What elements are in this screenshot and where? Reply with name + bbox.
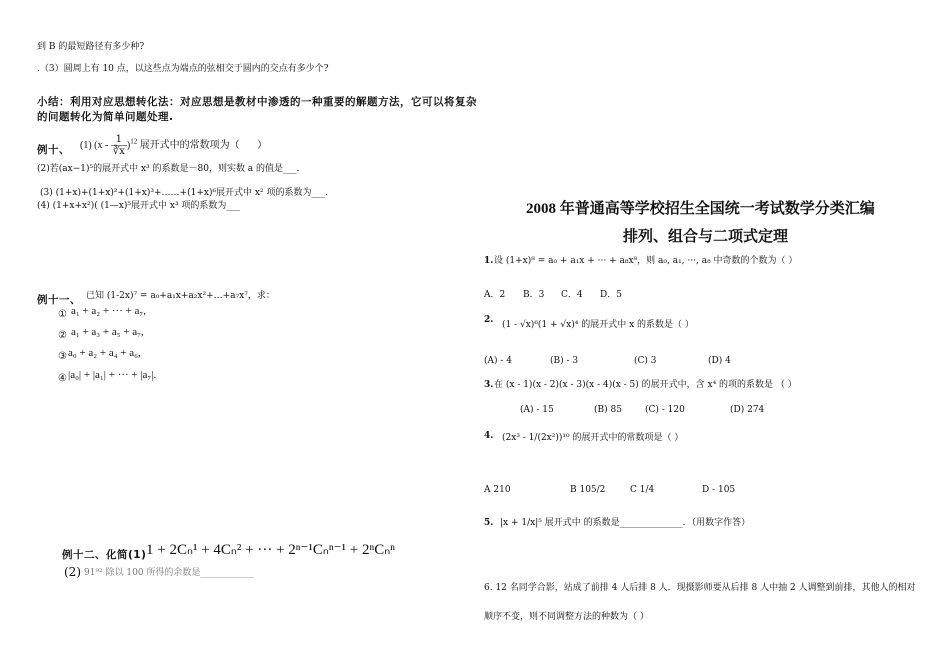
question-1-option-b: B．3 [523, 290, 545, 300]
example-11-item-2: a₁ + a₃ + a₅ + a₇, [71, 326, 144, 338]
example-11-mark-3: ③ [58, 351, 67, 362]
fraction: $\frac{1}{∛x}$ [112, 134, 125, 157]
question-4-option-c: C 1/4 [630, 485, 655, 495]
question-3-option-a: (A) - 15 [520, 405, 554, 415]
q1-tail-text: 到 B 的最短路径有多少种? [37, 42, 145, 52]
example-11-item-3: a₀ + a₂ + a₄ + a₆, [68, 347, 141, 359]
example-12-expression: 1 + 2Cₙ¹ + 4Cₙ² + ··· + 2ⁿ⁻¹Cₙⁿ⁻¹ + 2ⁿCₙⁿ [146, 542, 395, 558]
question-1-number: 1. [484, 256, 494, 266]
example-10-part-2: (2)若(ax−1)⁵的展开式中 x³ 的系数是－80，则实数 a 的值是___. [37, 164, 300, 174]
question-5-text: |x + 1/x|⁵ 展开式中 的系数是______________．（用数字作答） [500, 518, 751, 528]
question-4-option-b: B 105/2 [570, 485, 606, 495]
example-10-part-1: (1) (x - $\frac{1}{∛x}$ )$^{12}$ 展开式中的常数项为（ ） [80, 134, 268, 157]
example-12-label: 例十二、化简(1) [62, 549, 147, 561]
example-11-mark-1: ① [58, 309, 67, 320]
question-6-text-2: 顺序不变，则不同调整方法的种数为（ ） [484, 612, 649, 622]
example-12-part-2-label: (2) [64, 565, 81, 579]
question-4-number: 4. [484, 431, 494, 441]
example-12-part-2-text: 91⁹² 除以 100 所得的余数是____________ [84, 568, 255, 578]
question-4-option-a: A 210 [484, 485, 511, 495]
question-2-option-b: (B) - 3 [550, 356, 579, 366]
question-2-option-c: (C) 3 [634, 356, 657, 366]
question-3-option-b: (B) 85 [594, 405, 622, 415]
example-11-mark-4: ④ [58, 373, 67, 384]
question-4-option-d: D - 105 [702, 485, 736, 495]
question-2-text: (1 - √x)⁶(1 + √x)⁴ 的展开式中 x 的系数是（ ） [502, 320, 694, 330]
question-5-number: 5. [484, 518, 494, 528]
q3-text: .（3）圆周上有 10 点，以这些点为端点的弦相交于圆内的交点有多少个? [37, 64, 329, 74]
question-3-number: 3. [484, 380, 494, 390]
question-2-option-a: (A) - 4 [484, 356, 513, 366]
example-10 [37, 138, 70, 157]
question-3-option-d: (D) 274 [730, 405, 765, 415]
summary-line-1: 小结：利用对应思想转化法：对应思想是教材中渗透的一种重要的解题方法，它可以将复杂 [37, 96, 477, 108]
question-4-text: (2x³ - 1/(2x²))¹⁰ 的展开式中的常数项是（ ） [502, 433, 684, 443]
question-2-option-d: (D) 4 [708, 356, 731, 366]
question-6-text: 6. 12 名同学合影，站成了前排 4 人后排 8 人．现摄影师要从后排 8 人中抽 2 人调整到前排，其他人的相对 [484, 583, 916, 593]
example-11-mark-2: ② [58, 330, 67, 341]
example-10-part-4: (4) (1+x+x²)( (1—x)⁵展开式中 x³ 项的系数为___ [37, 201, 240, 211]
summary-line-2: 的问题转化为简单问题处理. [37, 111, 174, 123]
example-11-stem: 已知 (1-2x)⁷ = a₀+a₁x+a₂x²+…+a₇x⁷，求： [86, 291, 275, 301]
example-11-item-1: a₁ + a₂ + ··· + a₇, [71, 305, 147, 317]
question-1-text: 设 (1+x)⁸ = a₀ + a₁x + ··· + a₈x⁸，则 a₀, a₁, ···, a₈ 中奇数的个数为（ ） [494, 256, 798, 266]
question-2-number: 2. [484, 315, 494, 325]
example-11-item-4: |a₀| + |a₁| + ··· + |a₇|. [68, 369, 157, 381]
example-11-label: 例十一、 [37, 294, 81, 306]
question-3-option-c: (C) - 120 [645, 405, 685, 415]
question-1-option-d: D．5 [600, 290, 622, 300]
document-subtitle: 排列、组合与二项式定理 [623, 229, 789, 245]
example-10-part-3: (3) (1+x)+(1+x)²+(1+x)³+……+(1+x)⁶展开式中 x² 项的系数为___. [40, 188, 328, 198]
question-1-option-c: C．4 [561, 290, 583, 300]
question-3-text: 在 (x - 1)(x - 2)(x - 3)(x - 4)(x - 5) 的展开式中，含 x⁴ 的项的系数是 （ ） [494, 380, 797, 390]
document-title: 2008 年普通高等学校招生全国统一考试数学分类汇编 [526, 201, 875, 217]
example-10-label: 例十、 [37, 144, 70, 156]
question-1-option-a: A．2 [484, 290, 506, 300]
